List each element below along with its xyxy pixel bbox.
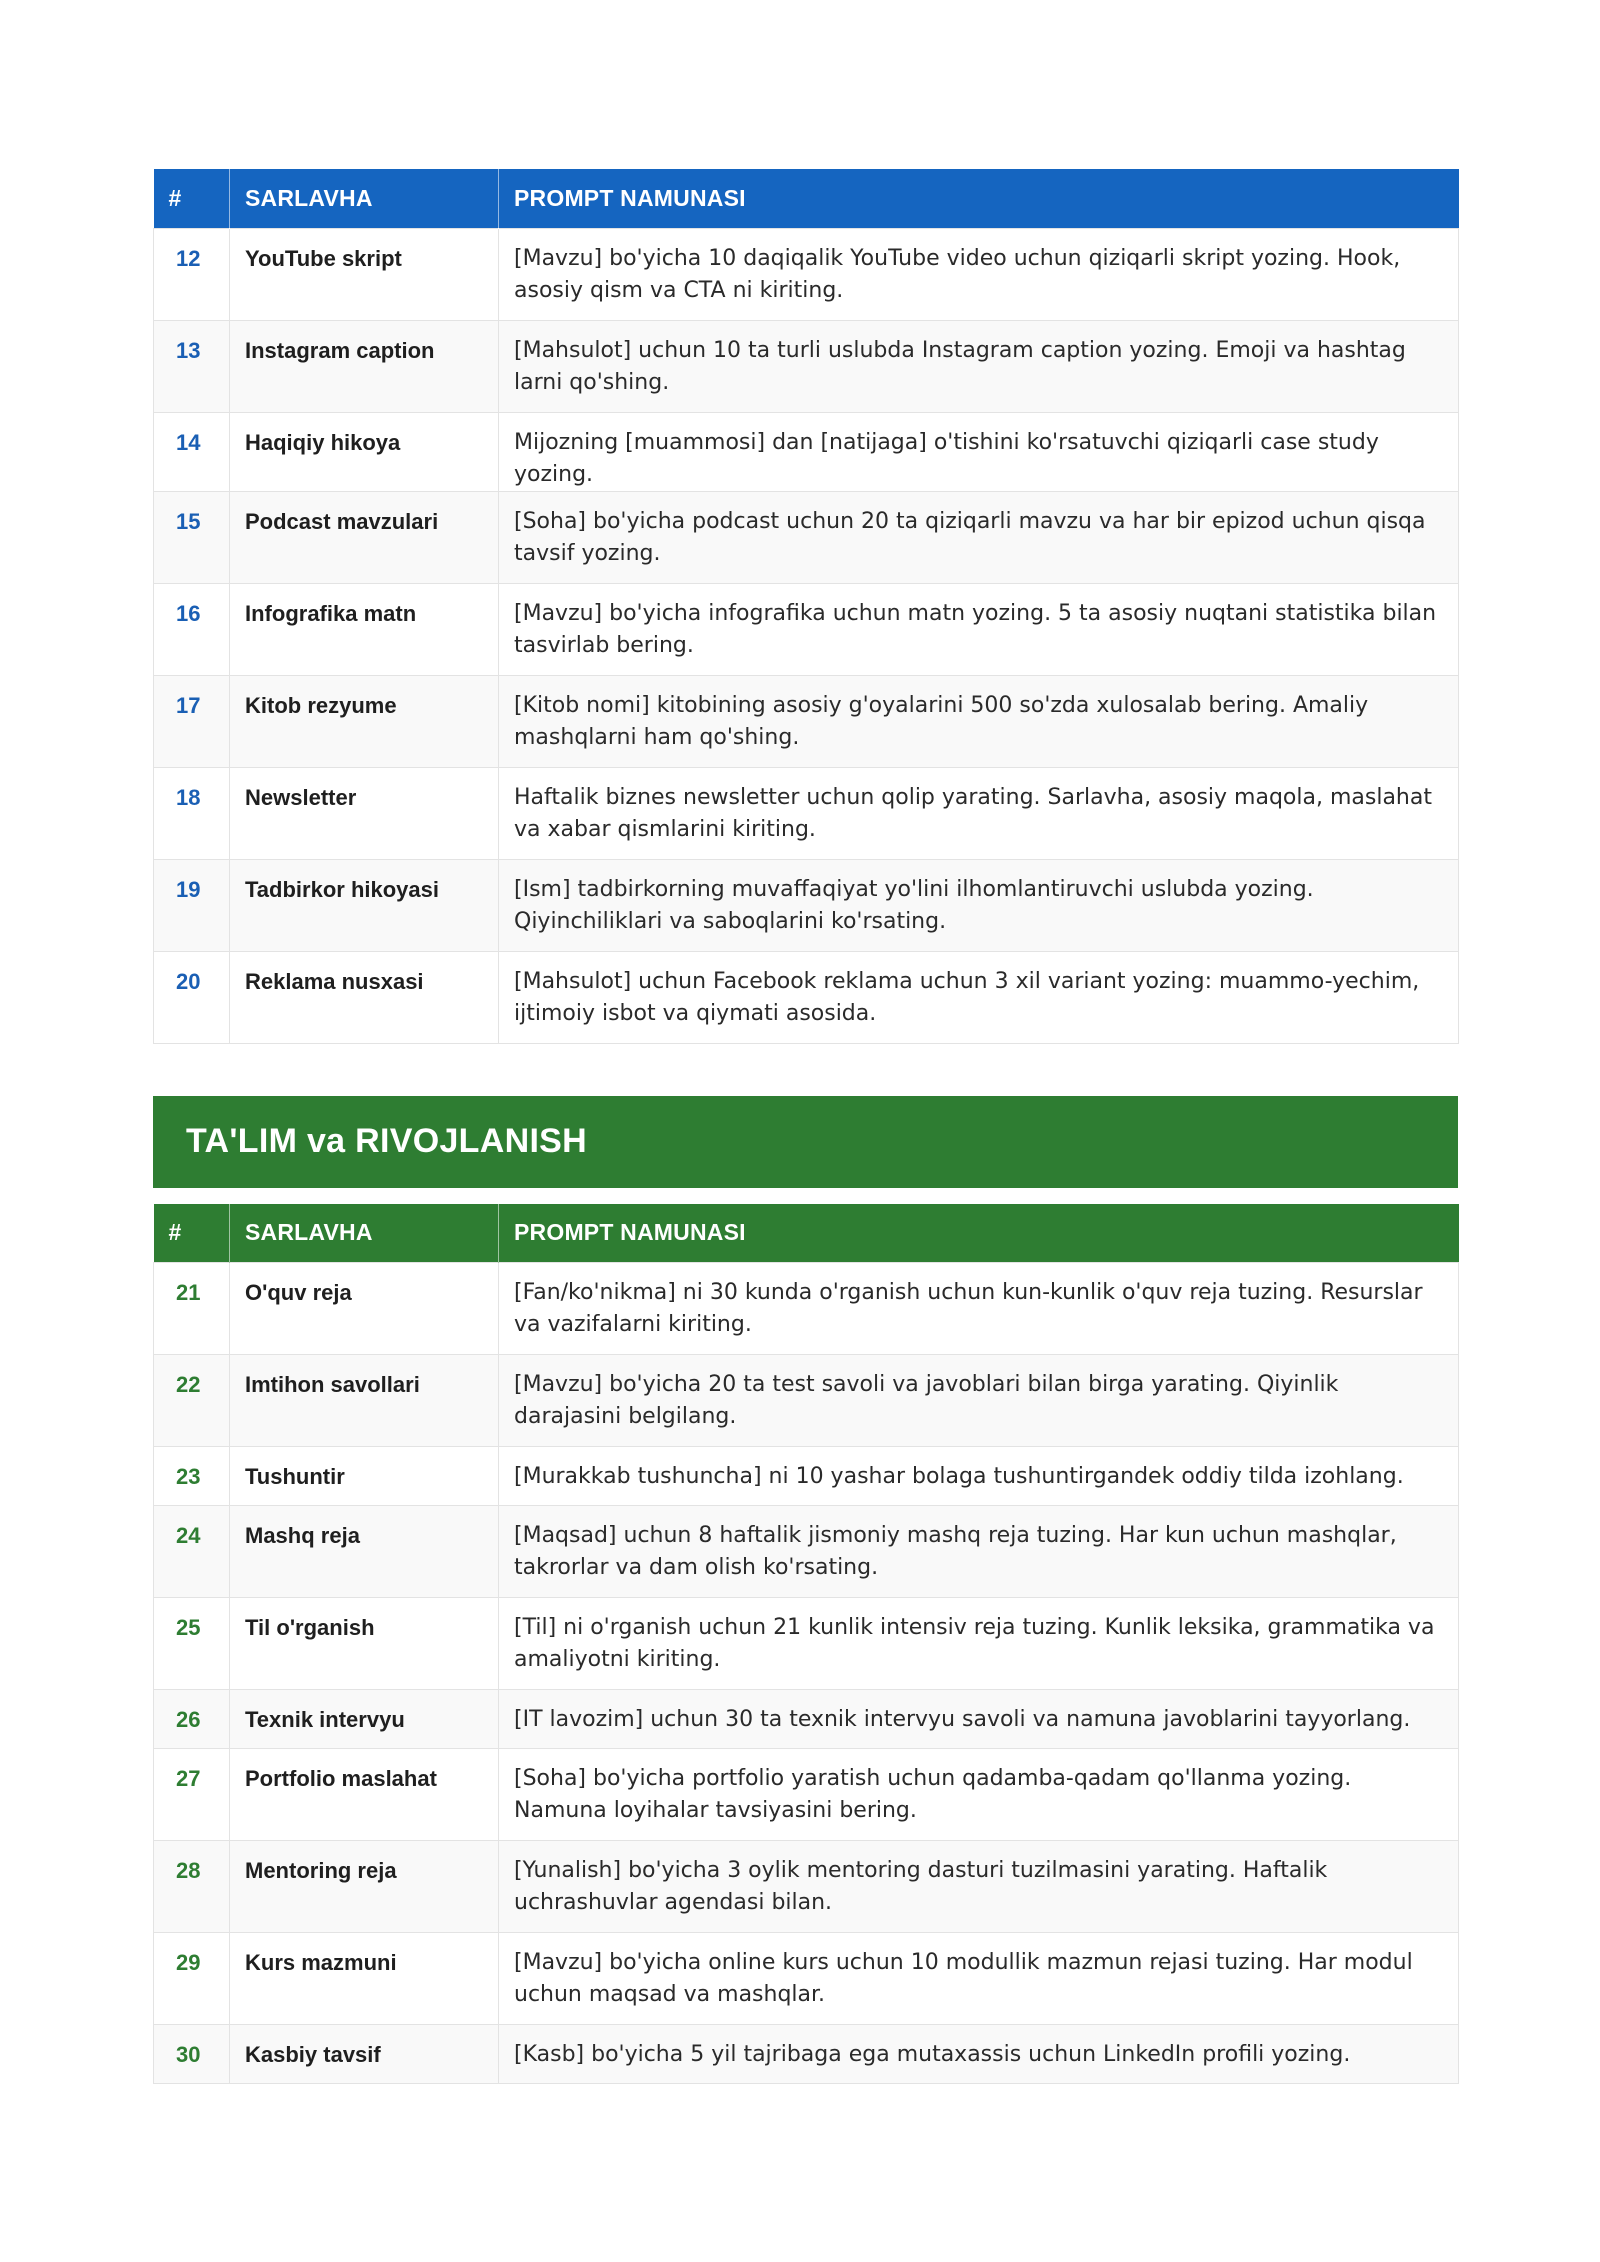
- row-prompt: [Mavzu] bo'yicha 20 ta test savoli va javoblari bilan birga yarating. Qiyinlik darajasini belgilang.: [499, 1355, 1459, 1447]
- row-number: 29: [154, 1933, 230, 2025]
- row-prompt: [Mahsulot] uchun 10 ta turli uslubda Instagram caption yozing. Emoji va hashtag larni qo'shing.: [499, 320, 1459, 412]
- row-title: Instagram caption: [230, 320, 499, 412]
- section-banner: [153, 1096, 1458, 1188]
- header-title: SARLAVHA: [230, 1204, 499, 1263]
- header-number: #: [154, 1204, 230, 1263]
- row-prompt: Haftalik biznes newsletter uchun qolip yarating. Sarlavha, asosiy maqola, maslahat va xabar qismlarini kiriting.: [499, 767, 1459, 859]
- row-number: 13: [154, 320, 230, 412]
- row-prompt: [Fan/ko'nikma] ni 30 kunda o'rganish uchun kun-kunlik o'quv reja tuzing. Resurslar va vazifalarni kiriting.: [499, 1263, 1459, 1355]
- row-title: Newsletter: [230, 767, 499, 859]
- header-prompt: PROMPT NAMUNASI: [499, 1204, 1459, 1263]
- row-title: YouTube skript: [230, 228, 499, 320]
- row-number: 24: [154, 1506, 230, 1598]
- row-number: 30: [154, 2025, 230, 2084]
- row-prompt: [Ism] tadbirkorning muvaffaqiyat yo'lini ilhomlantiruvchi uslubda yozing. Qiyinchiliklari va saboqlarini ko'rsating.: [499, 859, 1459, 951]
- row-number: 28: [154, 1841, 230, 1933]
- row-prompt: [Soha] bo'yicha portfolio yaratish uchun qadamba-qadam qo'llanma yozing. Namuna loyihalar tavsiyasini bering.: [499, 1749, 1459, 1841]
- row-title: Tadbirkor hikoyasi: [230, 859, 499, 951]
- row-title: Portfolio maslahat: [230, 1749, 499, 1841]
- row-title: O'quv reja: [230, 1263, 499, 1355]
- header-title: SARLAVHA: [230, 169, 499, 228]
- section-title: TA'LIM va RIVOJLANISH: [186, 1122, 588, 1160]
- row-title: Infografika matn: [230, 583, 499, 675]
- table-row: [154, 1690, 1459, 1749]
- table-row: [154, 675, 1459, 767]
- row-number: 21: [154, 1263, 230, 1355]
- table-row: [154, 767, 1459, 859]
- table-row: [154, 1933, 1459, 2025]
- row-number: 22: [154, 1355, 230, 1447]
- row-prompt: [Yunalish] bo'yicha 3 oylik mentoring dasturi tuzilmasini yarating. Haftalik uchrashuvlar agendasi bilan.: [499, 1841, 1459, 1933]
- table-row: [154, 1841, 1459, 1933]
- row-prompt: Mijozning [muammosi] dan [natijaga] o'tishini ko'rsatuvchi qiziqarli case study yozing.: [499, 412, 1459, 491]
- row-title: Podcast mavzulari: [230, 491, 499, 583]
- row-title: Kitob rezyume: [230, 675, 499, 767]
- row-title: Tushuntir: [230, 1447, 499, 1506]
- row-number: 26: [154, 1690, 230, 1749]
- prompt-table-education: [153, 1204, 1459, 2085]
- row-prompt: [Maqsad] uchun 8 haftalik jismoniy mashq reja tuzing. Har kun uchun mashqlar, takrorlar va dam olish ko'rsating.: [499, 1506, 1459, 1598]
- row-number: 20: [154, 951, 230, 1043]
- row-title: Imtihon savollari: [230, 1355, 499, 1447]
- row-prompt: [Mavzu] bo'yicha 10 daqiqalik YouTube video uchun qiziqarli skript yozing. Hook, asosiy qism va CTA ni kiriting.: [499, 228, 1459, 320]
- table-header-row: [154, 1204, 1459, 1263]
- row-prompt: [Til] ni o'rganish uchun 21 kunlik intensiv reja tuzing. Kunlik leksika, grammatika va amaliyotni kiriting.: [499, 1598, 1459, 1690]
- row-prompt: [Murakkab tushuncha] ni 10 yashar bolaga tushuntirgandek oddiy tilda izohlang.: [499, 1447, 1459, 1506]
- table-row: [154, 320, 1459, 412]
- table-row: [154, 1506, 1459, 1598]
- table-row: [154, 1263, 1459, 1355]
- row-number: 19: [154, 859, 230, 951]
- table-row: [154, 2025, 1459, 2084]
- table-row: [154, 1749, 1459, 1841]
- row-title: Haqiqiy hikoya: [230, 412, 499, 491]
- document-page: [153, 169, 1458, 2084]
- row-number: 17: [154, 675, 230, 767]
- table-row: [154, 583, 1459, 675]
- row-prompt: [Kasb] bo'yicha 5 yil tajribaga ega mutaxassis uchun LinkedIn profili yozing.: [499, 2025, 1459, 2084]
- row-prompt: [Mavzu] bo'yicha infografika uchun matn yozing. 5 ta asosiy nuqtani statistika bilan tasvirlab bering.: [499, 583, 1459, 675]
- row-number: 18: [154, 767, 230, 859]
- header-number: #: [154, 169, 230, 228]
- row-prompt: [Kitob nomi] kitobining asosiy g'oyalarini 500 so'zda xulosalab bering. Amaliy mashqlarni ham qo'shing.: [499, 675, 1459, 767]
- header-prompt: PROMPT NAMUNASI: [499, 169, 1459, 228]
- row-title: Mashq reja: [230, 1506, 499, 1598]
- row-prompt: [Mahsulot] uchun Facebook reklama uchun 3 xil variant yozing: muammo-yechim, ijtimoiy isbot va qiymati asosida.: [499, 951, 1459, 1043]
- row-number: 16: [154, 583, 230, 675]
- table-row: [154, 491, 1459, 583]
- row-title: Reklama nusxasi: [230, 951, 499, 1043]
- row-number: 23: [154, 1447, 230, 1506]
- row-prompt: [Soha] bo'yicha podcast uchun 20 ta qiziqarli mavzu va har bir epizod uchun qisqa tavsif yozing.: [499, 491, 1459, 583]
- table-row: [154, 412, 1459, 491]
- row-title: Texnik intervyu: [230, 1690, 499, 1749]
- row-title: Kurs mazmuni: [230, 1933, 499, 2025]
- row-title: Mentoring reja: [230, 1841, 499, 1933]
- table-row: [154, 951, 1459, 1043]
- table-row: [154, 228, 1459, 320]
- row-number: 12: [154, 228, 230, 320]
- row-number: 14: [154, 412, 230, 491]
- row-prompt: [IT lavozim] uchun 30 ta texnik intervyu savoli va namuna javoblarini tayyorlang.: [499, 1690, 1459, 1749]
- row-number: 15: [154, 491, 230, 583]
- row-title: Kasbiy tavsif: [230, 2025, 499, 2084]
- table-row: [154, 1447, 1459, 1506]
- prompt-table-content: [153, 169, 1459, 1044]
- table-row: [154, 859, 1459, 951]
- row-number: 27: [154, 1749, 230, 1841]
- row-prompt: [Mavzu] bo'yicha online kurs uchun 10 modullik mazmun rejasi tuzing. Har modul uchun maqsad va mashqlar.: [499, 1933, 1459, 2025]
- table-row: [154, 1355, 1459, 1447]
- table-header-row: [154, 169, 1459, 228]
- row-number: 25: [154, 1598, 230, 1690]
- row-title: Til o'rganish: [230, 1598, 499, 1690]
- table-row: [154, 1598, 1459, 1690]
